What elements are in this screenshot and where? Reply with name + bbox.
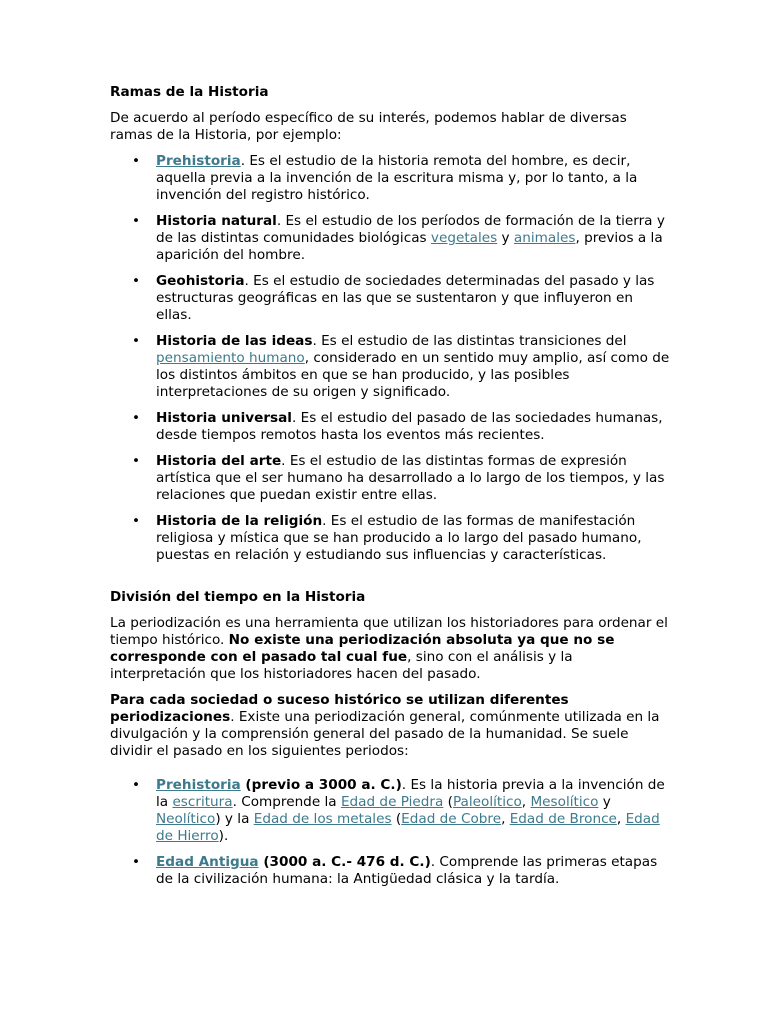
item-text: ( [391, 811, 402, 827]
list-item [156, 777, 670, 845]
list-item [156, 410, 670, 444]
list-item [156, 273, 670, 324]
escritura-link[interactable]: escritura [172, 794, 233, 810]
paleolitico-link[interactable]: Paleolítico [452, 794, 522, 810]
item-text: . Es el estudio de sociedades determinadas del pasado y las estructuras geográficas en las que se sustentaron y que influyeron en ellas. [156, 273, 655, 323]
document-content [110, 84, 670, 897]
section-title-ramas: Ramas de la Historia [110, 84, 269, 100]
mesolitico-link[interactable]: Mesolítico [530, 794, 599, 810]
item-text: . Es la historia previa a la invención de la [156, 777, 665, 810]
periodos-list [110, 777, 670, 888]
item-text: , previos a la aparición del hombre. [156, 230, 663, 263]
list-item [156, 453, 670, 504]
item-text: . Es el estudio de las distintas transiciones del [312, 333, 627, 349]
edad-antigua-link[interactable]: Edad Antigua [156, 854, 259, 870]
list-item [156, 153, 670, 204]
paragraph-bold: No existe una periodización absoluta ya que no se corresponde con el pasado tal cual fue [110, 632, 615, 665]
item-text: . Es el estudio del pasado de las sociedades humanas, desde tiempos remotos hasta los eventos más recientes. [156, 410, 663, 443]
item-text: , considerado en un sentido muy amplio, así como de los distintos ámbitos en que se han producido, y las posibles interpretaciones de su origen y significado. [156, 350, 670, 400]
period-dates: (3000 a. C.- 476 d. C.) [258, 854, 431, 870]
list-item [156, 513, 670, 564]
item-text: . Es el estudio de las distintas formas de expresión artística que el ser humano ha desarrollado a lo largo de los tiempos, y las relaciones que puedan existir entre ellas. [156, 453, 665, 503]
item-text: ). [218, 828, 229, 844]
paragraph-bold: Para cada sociedad o suceso histórico se utilizan diferentes periodizaciones [110, 692, 569, 725]
edad-de-piedra-link[interactable]: Edad de Piedra [340, 794, 444, 810]
sociedad-paragraph [110, 692, 670, 760]
pensamiento-humano-link[interactable]: pensamiento humano [156, 350, 305, 366]
neolitico-link[interactable]: Neolítico [156, 811, 216, 827]
item-term: Historia universal [156, 410, 292, 426]
item-text: . Comprende la [232, 794, 341, 810]
edad-de-los-metales-link[interactable]: Edad de los metales [253, 811, 392, 827]
item-text: , [501, 811, 510, 827]
paragraph-text: , sino con el análisis y la interpretación que los historiadores hacen del pasado. [110, 649, 573, 682]
item-term: Geohistoria [156, 273, 245, 289]
paragraph-text: La periodización es una herramienta que utilizan los historiadores para ordenar el tiempo histórico. [110, 615, 668, 648]
section-gap [110, 573, 670, 589]
period-dates: (previo a 3000 a. C.) [240, 777, 402, 793]
item-text: ) y la [215, 811, 254, 827]
item-term: Historia del arte [156, 453, 282, 469]
list-item [156, 213, 670, 264]
section-title-division: División del tiempo en la Historia [110, 589, 366, 605]
item-text: . Es el estudio de las formas de manifestación religiosa y mística que se han producido a lo largo del pasado humano, puestas en relación y estudiando sus influencias y características. [156, 513, 642, 563]
item-text: y [598, 794, 611, 810]
ramas-list [110, 153, 670, 564]
prehistoria-period-link[interactable]: Prehistoria [156, 777, 241, 793]
intro-paragraph: De acuerdo al período específico de su interés, podemos hablar de diversas ramas de la Historia, por ejemplo: [110, 110, 627, 143]
item-text: ( [443, 794, 453, 810]
item-text: , [616, 811, 626, 827]
animales-link[interactable]: animales [513, 230, 576, 246]
item-term: Historia natural [156, 213, 277, 229]
item-term: Historia de las ideas [156, 333, 313, 349]
item-text: , [521, 794, 531, 810]
periodizacion-paragraph [110, 615, 670, 683]
edad-de-bronce-link[interactable]: Edad de Bronce [509, 811, 617, 827]
paragraph-text: . Existe una periodización general, comúnmente utilizada en la divulgación y la comprensión general del pasado de la humanidad. Se suele dividir el pasado en los siguientes periodos: [110, 709, 660, 759]
item-term: Historia de la religión [156, 513, 323, 529]
list-item [156, 333, 670, 401]
edad-de-hierro-link[interactable]: Edad de Hierro [156, 811, 660, 844]
vegetales-link[interactable]: vegetales [430, 230, 498, 246]
item-text: . Es el estudio de los períodos de formación de la tierra y de las distintas comunidades biológicas [156, 213, 665, 246]
edad-de-cobre-link[interactable]: Edad de Cobre [401, 811, 502, 827]
item-text: . Es el estudio de la historia remota del hombre, es decir, aquella previa a la invención de la escritura misma y, por lo tanto, a la invención del registro histórico. [156, 153, 638, 203]
prehistoria-link[interactable]: Prehistoria [156, 153, 241, 169]
item-text: y [497, 230, 514, 246]
item-text: . Comprende las primeras etapas de la civilización humana: la Antigüedad clásica y la tardía. [156, 854, 658, 887]
list-item [156, 854, 670, 888]
